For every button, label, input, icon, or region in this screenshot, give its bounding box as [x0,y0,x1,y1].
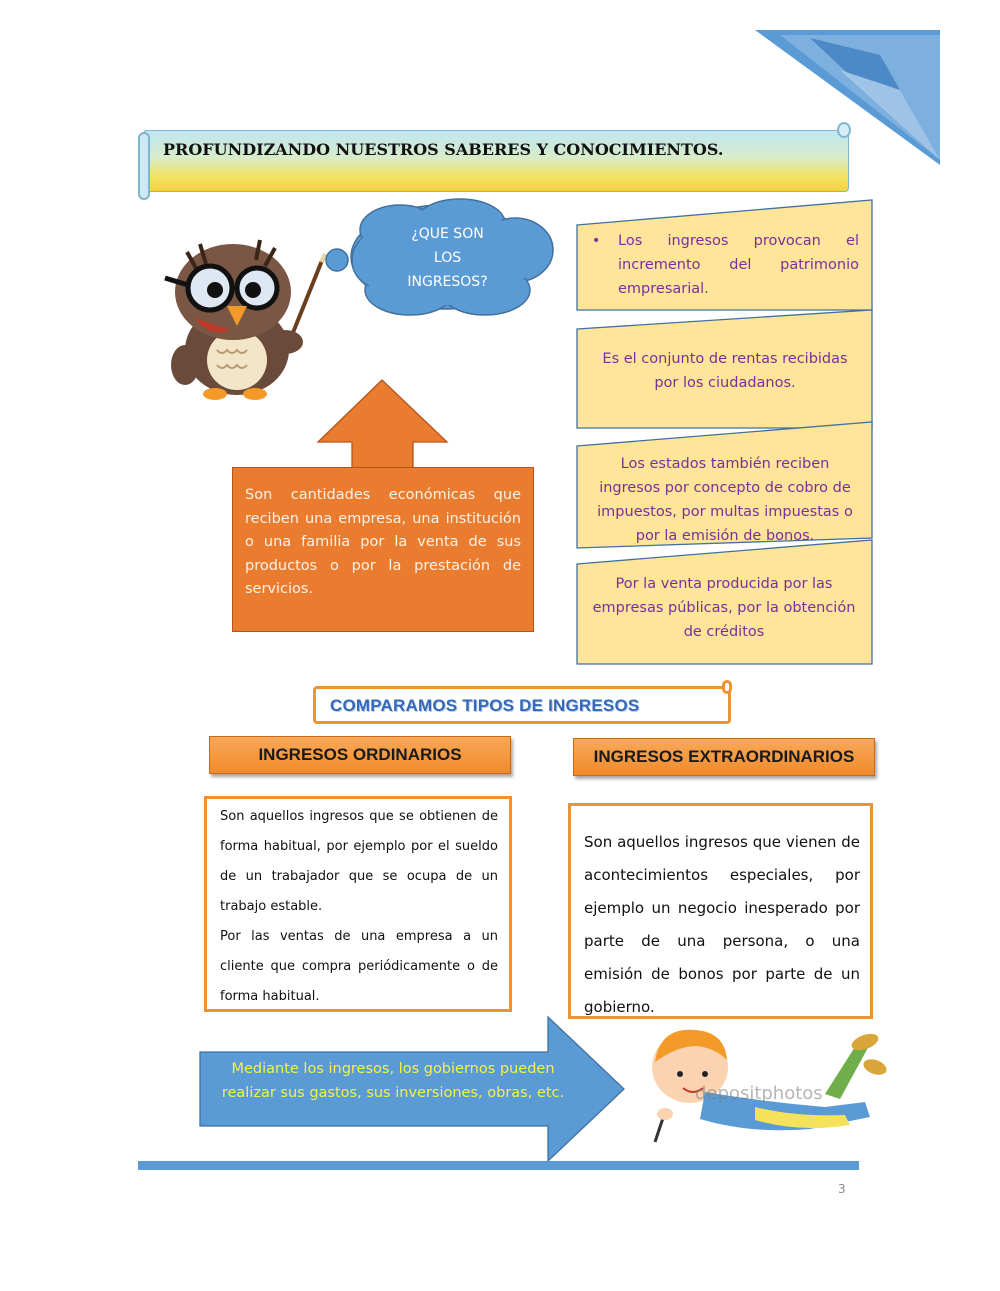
cloud-line-2: LOS [433,250,462,266]
ingresos-ordinarios-header: INGRESOS ORDINARIOS [209,736,511,774]
def-conjunto-rentas: Es el conjunto de rentas recibidas por los ciudadanos. [602,351,848,391]
ingresos-definition-text: Son cantidades económicas que reciben una empresa, una institución o una familia por la venta de sus productos o por la prestación de servicios. [245,487,521,597]
footer-bar [138,1161,859,1170]
def-estados-ingresos: Los estados también reciben ingresos por concepto de cobro de impuestos, por multas impuestas o por la emisión de bonos. [597,456,853,544]
def-venta-empresas: Por la venta producida por las empresas públicas, por la obtención de créditos [592,576,856,640]
banner-scroll-right [837,122,851,138]
owl-teacher-illustration [155,230,335,402]
ordinarios-text-2: Por las ventas de una empresa a un cliente que compra periódicamente o de forma habitual. [220,929,498,1004]
cloud-line-1: ¿QUE SON [411,226,484,242]
watermark-text: depositphotos [695,1083,823,1104]
banner-scroll-left [138,132,150,200]
ordinarios-box [204,796,512,1012]
compare-title: COMPARAMOS TIPOS DE INGRESOS [330,696,640,715]
ordinarios-text-1: Son aquellos ingresos que se obtienen de forma habitual, por ejemplo por el sueldo de un trabajador que se ocupa de un trabajo estable. [220,809,498,914]
cloud-question [395,222,500,294]
page-title: PROFUNDIZANDO NUESTROS SABERES Y CONOCIMIENTOS. [163,140,724,159]
cloud-line-3: INGRESOS? [407,274,488,290]
up-arrow-shape [315,378,450,473]
extraordinarios-box [568,803,873,1019]
extraordinarios-text: Son aquellos ingresos que vienen de acontecimientos especiales, por ejemplo un negocio inesperado por parte de una persona, o una emisión de bonos por parte de un gobierno. [584,833,860,1016]
bullet-dot: • [592,233,601,249]
compare-banner-curl [722,680,732,694]
ingresos-extraordinarios-header: INGRESOS EXTRAORDINARIOS [573,738,875,776]
page-number: 3 [838,1182,846,1196]
arrow-message: Mediante los ingresos, los gobiernos pueden realizar sus gastos, sus inversiones, obras, etc. [221,1061,565,1101]
def-incremento-patrimonio: Los ingresos provocan el incremento del patrimonio empresarial. [618,233,859,297]
